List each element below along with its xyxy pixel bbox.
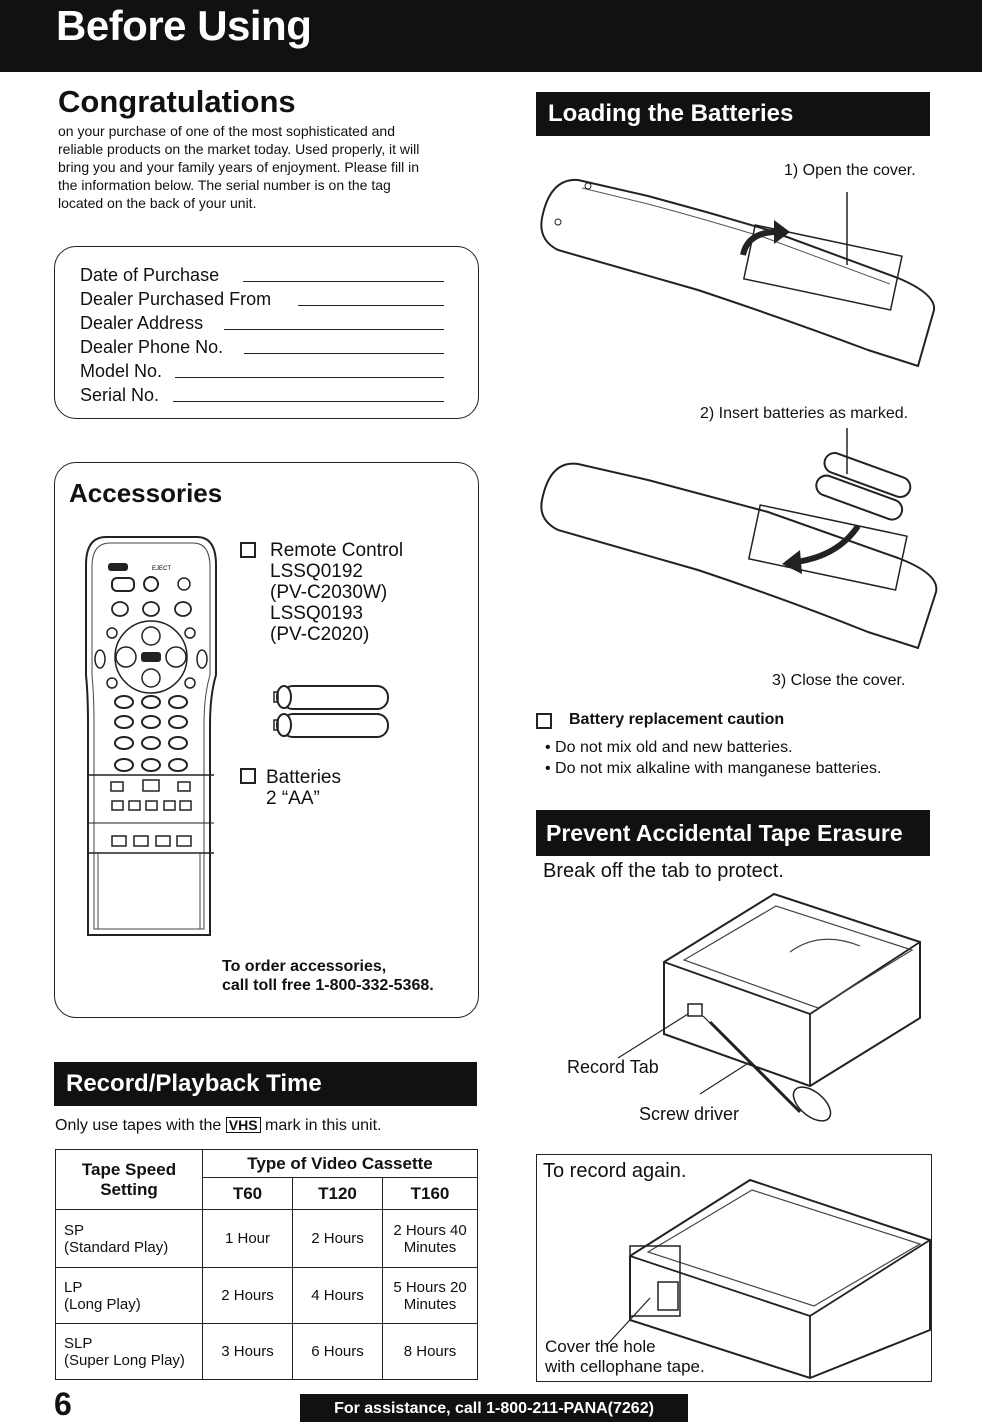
table-cell: 2 Hours: [203, 1268, 293, 1324]
speed-code: SP: [64, 1221, 85, 1239]
page-title: Before Using: [56, 2, 312, 49]
tape-speed-header: Tape Speed Setting: [56, 1150, 203, 1210]
page-number: 6: [54, 1386, 72, 1422]
speed-code: SLP: [64, 1334, 93, 1352]
speed-name: (Super Long Play): [64, 1351, 185, 1369]
aa-batteries-illustration: [274, 683, 392, 741]
remote-control-illustration: [84, 535, 219, 940]
remote-insert-batteries-illustration: [538, 428, 940, 650]
remote-control-checkbox[interactable]: [240, 542, 256, 563]
loading-batteries-heading: Loading the Batteries: [536, 92, 930, 136]
date-of-purchase-label: Date of Purchase: [80, 265, 220, 285]
model-no-line[interactable]: [175, 377, 444, 378]
table-row: [56, 1268, 478, 1324]
vhs-note: Only use tapes with the VHS mark in this unit.: [55, 1117, 382, 1134]
batteries-item: Batteries 2 “AA”: [266, 767, 341, 809]
model-no-label: Model No.: [80, 361, 163, 381]
cover-hole-caption: Cover the hole with cellophane tape.: [545, 1337, 705, 1376]
cassette-type-header: Type of Video Cassette: [203, 1150, 478, 1178]
table-cell: 2 Hours 40 Minutes: [383, 1210, 478, 1268]
table-cell: 4 Hours: [293, 1268, 383, 1324]
vhs-mark: VHS: [226, 1117, 261, 1133]
dealer-purchased-from-label: Dealer Purchased From: [80, 289, 272, 309]
congratulations-heading: Congratulations: [58, 84, 296, 119]
table-row: [56, 1210, 478, 1268]
battery-caution-title: Battery replacement caution: [569, 711, 785, 728]
dealer-phone-label: Dealer Phone No.: [80, 337, 224, 357]
table-cell: 1 Hour: [203, 1210, 293, 1268]
tape-erasure-subtitle: Break off the tab to protect.: [543, 860, 784, 882]
serial-no-label: Serial No.: [80, 385, 160, 405]
record-playback-heading: Record/Playback Time: [54, 1062, 477, 1106]
step3-caption: 3) Close the cover.: [772, 672, 906, 689]
table-cell: 8 Hours: [383, 1324, 478, 1380]
dealer-purchased-from-line[interactable]: [298, 305, 444, 306]
tape-t160: T160: [383, 1178, 478, 1210]
tape-erasure-heading: Prevent Accidental Tape Erasure: [536, 810, 930, 856]
date-of-purchase-line[interactable]: [243, 281, 444, 282]
cassette-break-tab-illustration: [560, 890, 940, 1140]
table-cell: 3 Hours: [203, 1324, 293, 1380]
svg-text:EJECT: EJECT: [152, 566, 172, 572]
serial-no-line[interactable]: [173, 401, 444, 402]
battery-caution-list: [545, 737, 881, 779]
list-item: • Do not mix alkaline with manganese batteries.: [545, 760, 882, 777]
assistance-banner: For assistance, call 1-800-211-PANA(7262): [300, 1394, 688, 1422]
tape-t120: T120: [293, 1178, 383, 1210]
remote-control-item: Remote Control LSSQ0192 (PV-C2030W) LSSQ0193 (PV-C2020): [270, 540, 404, 645]
record-again-title: To record again.: [543, 1160, 687, 1182]
speed-name: (Long Play): [64, 1295, 141, 1313]
table-cell: 2 Hours: [293, 1210, 383, 1268]
list-item: • Do not mix old and new batteries.: [545, 739, 793, 756]
dealer-address-label: Dealer Address: [80, 313, 204, 333]
tape-t60: T60: [203, 1178, 293, 1210]
batteries-checkbox[interactable]: [240, 768, 256, 789]
table-cell: 6 Hours: [293, 1324, 383, 1380]
step1-caption: 1) Open the cover.: [784, 162, 916, 179]
dealer-address-line[interactable]: [224, 329, 444, 330]
speed-code: LP: [64, 1278, 83, 1296]
remote-open-cover-illustration: [538, 170, 940, 370]
record-playback-table: [55, 1149, 478, 1380]
table-cell: 5 Hours 20 Minutes: [383, 1268, 478, 1324]
accessories-heading: Accessories: [69, 478, 223, 508]
step2-caption: 2) Insert batteries as marked.: [700, 405, 909, 422]
screw-driver-label: Screw driver: [639, 1104, 740, 1124]
table-row: [56, 1324, 478, 1380]
speed-name: (Standard Play): [64, 1238, 169, 1256]
battery-caution-checkbox[interactable]: [536, 713, 552, 734]
congratulations-text: on your purchase of one of the most sophisticated and reliable products on the market today. Used properly, it will bring you and your family years of enjoyment. Please fill in the information below. The serial number is on the tag located on the back of your unit.: [58, 123, 420, 211]
record-tab-label: Record Tab: [567, 1057, 659, 1077]
dealer-phone-line[interactable]: [244, 353, 444, 354]
order-accessories-note: To order accessories, call toll free 1-800-332-5368.: [222, 958, 434, 994]
